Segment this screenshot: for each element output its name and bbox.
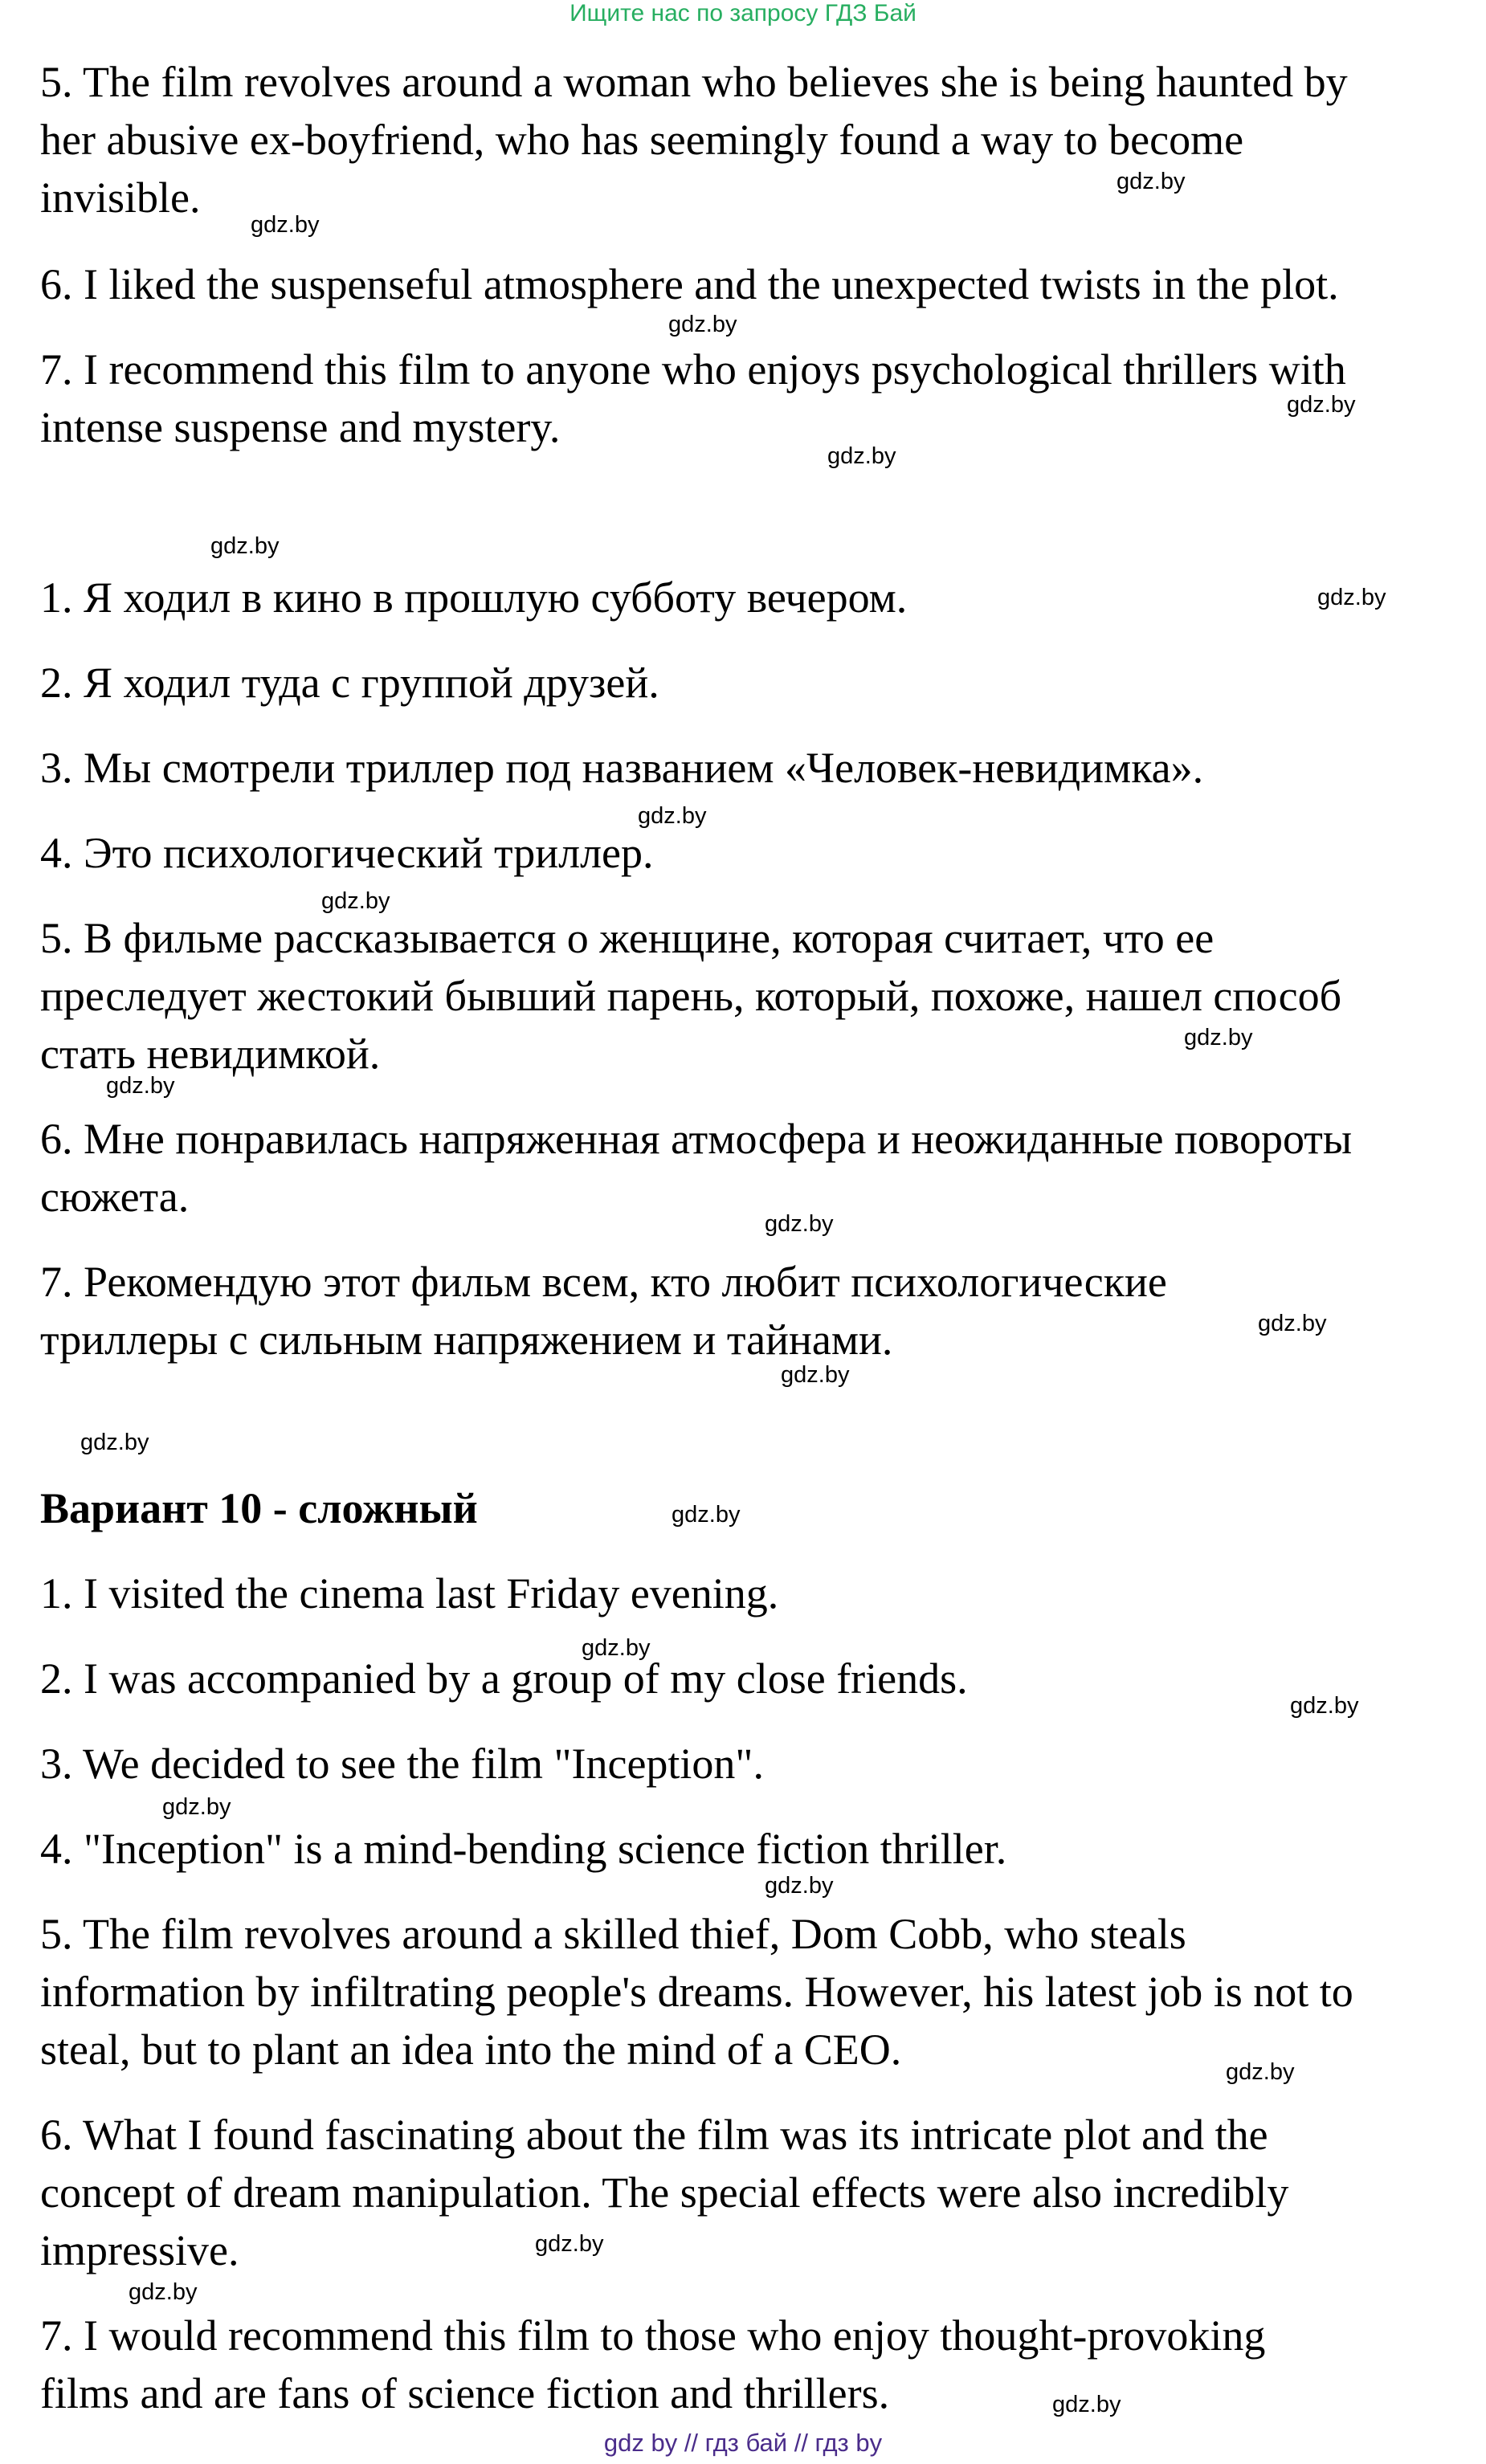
footer-links[interactable]: gdz by // гдз бай // гдз by (603, 2429, 883, 2457)
watermark: gdz.by (672, 1502, 741, 1528)
v10-item-6-line-2: concept of dream manipulation. The special effects were also incredibly (40, 2168, 1289, 2217)
watermark: gdz.by (1258, 1311, 1327, 1336)
watermark: gdz.by (535, 2231, 604, 2257)
watermark: gdz.by (210, 533, 280, 559)
v10-item-6-line-1: 6. What I found fascinating about the film was its intricate plot and the (40, 2111, 1268, 2159)
watermark: gdz.by (765, 1873, 834, 1899)
v10-item-5-line-2: information by infiltrating people's dreams. However, his latest job is not to (40, 1968, 1353, 2016)
watermark: gdz.by (1287, 392, 1356, 418)
watermark: gdz.by (1184, 1025, 1253, 1050)
watermark: gdz.by (1052, 2392, 1121, 2417)
v10-item-7-line-1: 7. I would recommend this film to those who enjoy thought-provoking (40, 2311, 1266, 2360)
watermark: gdz.by (162, 1794, 231, 1820)
ru-item-5-line-2: преследует жестокий бывший парень, который, похоже, нашел способ (40, 972, 1342, 1020)
watermark: gdz.by (1117, 169, 1186, 194)
watermark: gdz.by (582, 1635, 651, 1661)
ru-item-7-line-2: триллеры с сильным напряжением и тайнами. (40, 1316, 893, 1364)
watermark: gdz.by (638, 803, 707, 829)
ru-item-5-line-3: стать невидимкой. (40, 1030, 381, 1078)
ru-item-3-line-1: 3. Мы смотрели триллер под названием «Человек-невидимка». (40, 744, 1204, 792)
v10-item-1-line-1: 1. I visited the cinema last Friday evening. (40, 1569, 779, 1618)
en-item-7-line-1: 7. I recommend this film to anyone who enjoys psychological thrillers with (40, 345, 1346, 394)
top-search-banner[interactable]: Ищите нас по запросу ГДЗ Бай (569, 0, 917, 27)
ru-item-7-line-1: 7. Рекомендую этот фильм всем, кто любит психологические (40, 1258, 1167, 1306)
watermark: gdz.by (1290, 1693, 1359, 1719)
variant-10-heading: Вариант 10 - сложный (40, 1484, 478, 1532)
watermark: gdz.by (321, 888, 390, 914)
ru-item-2-line-1: 2. Я ходил туда с группой друзей. (40, 659, 659, 707)
v10-item-5-line-1: 5. The film revolves around a skilled thief, Dom Cobb, who steals (40, 1910, 1186, 1958)
v10-item-2-line-1: 2. I was accompanied by a group of my close friends. (40, 1654, 968, 1703)
watermark: gdz.by (1226, 2059, 1295, 2085)
en-item-5-line-3: invisible. (40, 173, 201, 222)
en-item-7-line-2: intense suspense and mystery. (40, 403, 561, 451)
watermark: gdz.by (106, 1073, 175, 1099)
watermark: gdz.by (1317, 585, 1386, 610)
v10-item-7-line-2: films and are fans of science fiction and thrillers. (40, 2369, 890, 2417)
en-item-5-line-2: her abusive ex-boyfriend, who has seemingly found a way to become (40, 116, 1244, 164)
watermark: gdz.by (827, 443, 896, 469)
watermark: gdz.by (80, 1430, 149, 1455)
en-item-6-line-1: 6. I liked the suspenseful atmosphere and the unexpected twists in the plot. (40, 260, 1339, 308)
v10-item-4-line-1: 4. "Inception" is a mind-bending science fiction thriller. (40, 1825, 1007, 1873)
ru-item-1-line-1: 1. Я ходил в кино в прошлую субботу вечером. (40, 573, 908, 622)
ru-item-5-line-1: 5. В фильме рассказывается о женщине, которая считает, что ее (40, 914, 1215, 962)
watermark: gdz.by (765, 1211, 834, 1237)
ru-item-4-line-1: 4. Это психологический триллер. (40, 829, 654, 877)
watermark: gdz.by (251, 212, 320, 238)
en-item-5-line-1: 5. The film revolves around a woman who believes she is being haunted by (40, 58, 1348, 106)
v10-item-3-line-1: 3. We decided to see the film "Inception". (40, 1740, 764, 1788)
v10-item-5-line-3: steal, but to plant an idea into the mind of a CEO. (40, 2025, 902, 2074)
ru-item-6-line-2: сюжета. (40, 1173, 190, 1221)
ru-item-6-line-1: 6. Мне понравилась напряженная атмосфера и неожиданные повороты (40, 1115, 1353, 1163)
watermark: gdz.by (781, 1362, 850, 1388)
watermark: gdz.by (129, 2279, 198, 2305)
watermark: gdz.by (668, 312, 737, 337)
v10-item-6-line-3: impressive. (40, 2226, 239, 2274)
